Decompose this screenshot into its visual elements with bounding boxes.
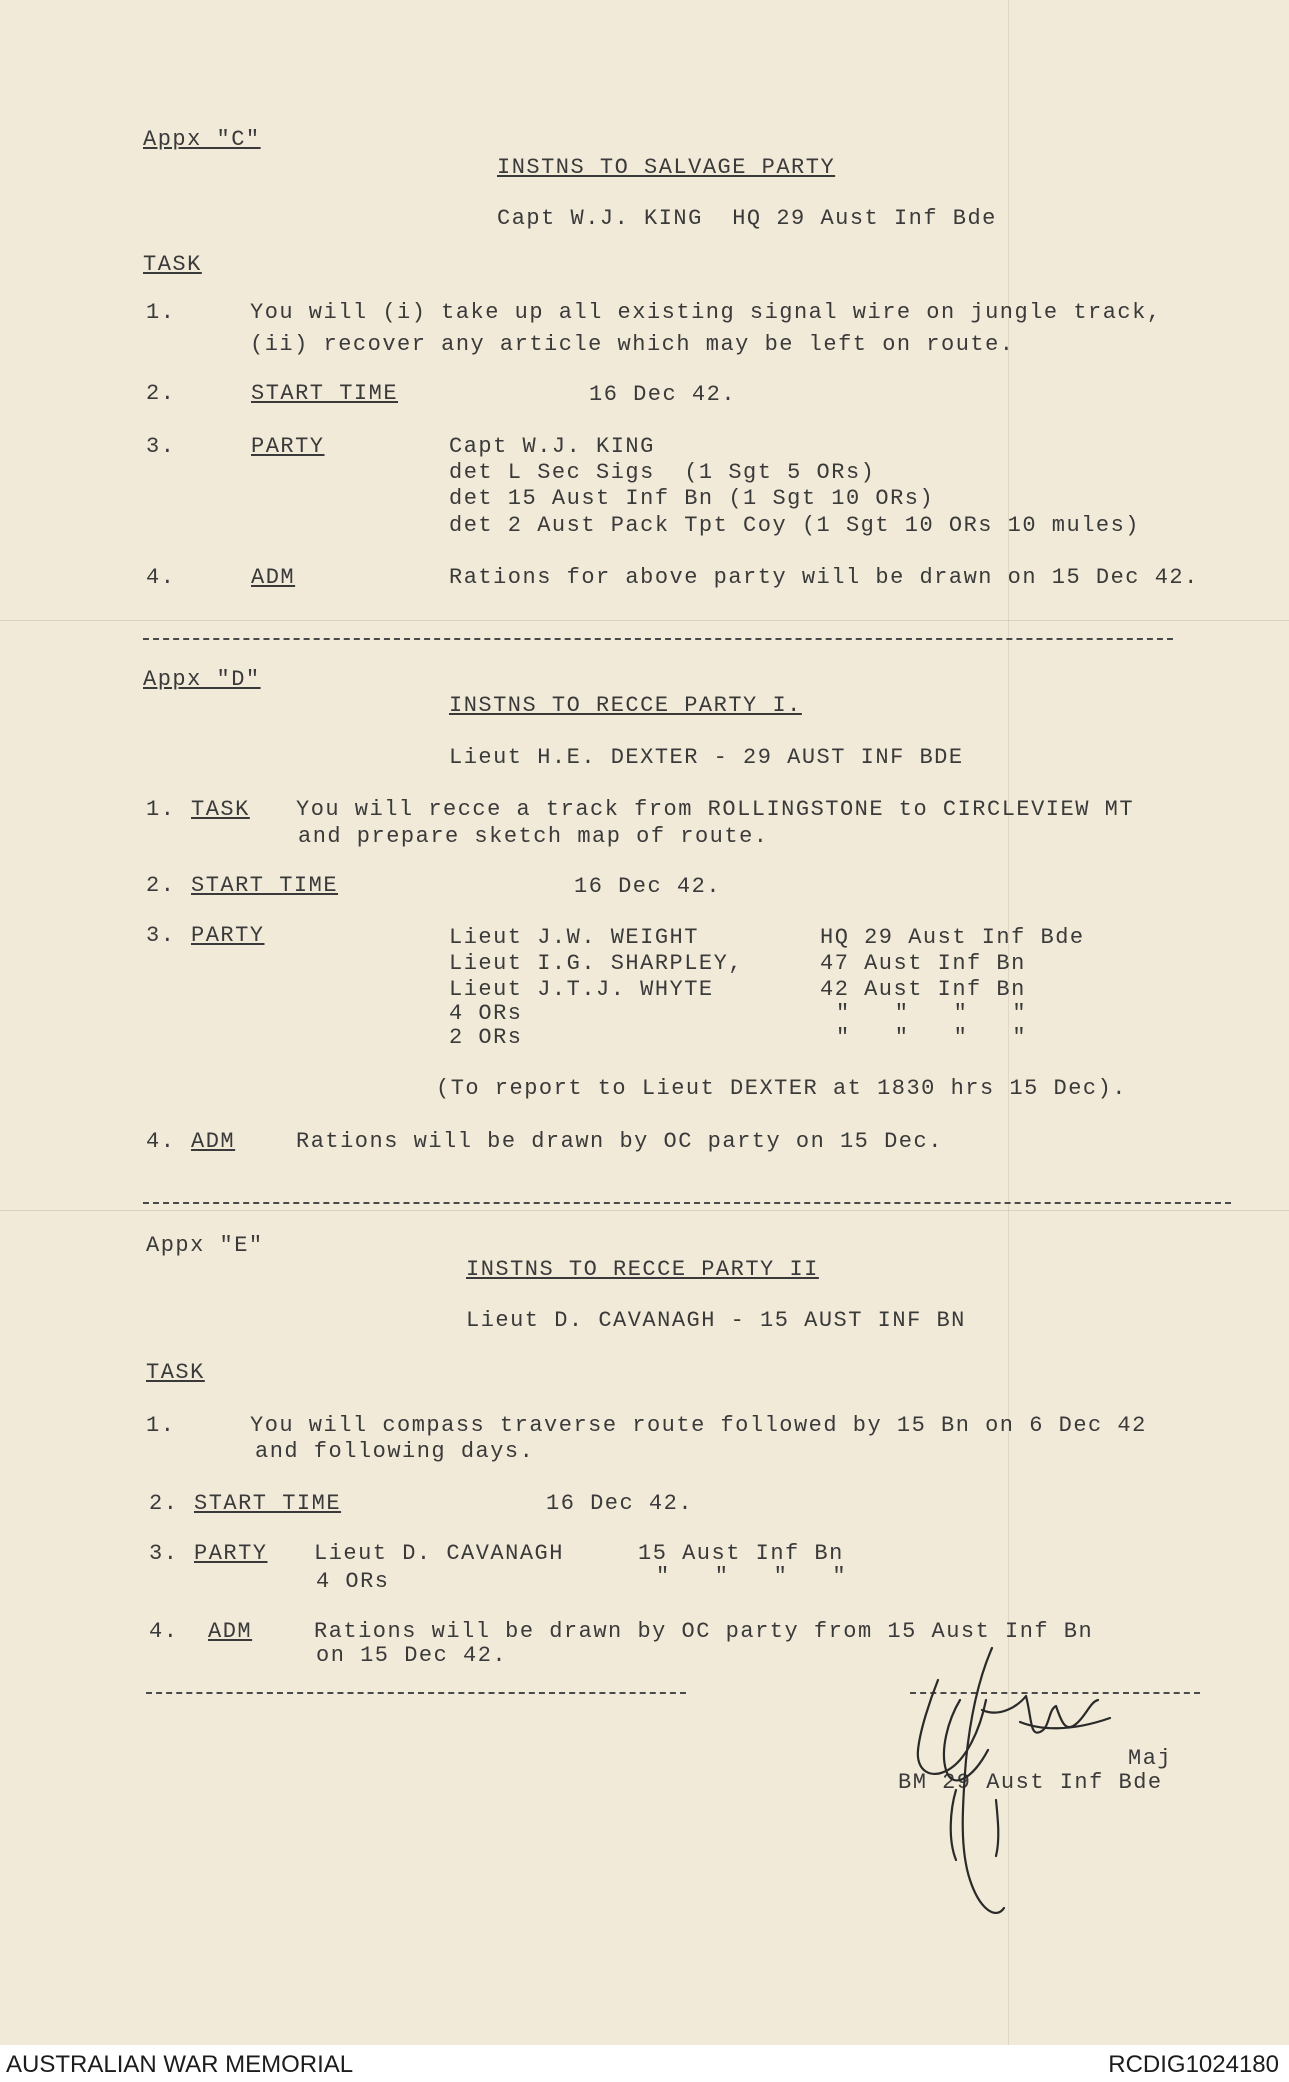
appx-e-party-name: 4 ORs: [316, 1569, 390, 1594]
fold-line: [0, 1210, 1289, 1211]
appx-e-heading: Appx "E": [146, 1233, 264, 1258]
appx-e-item2-num: 2.: [149, 1491, 179, 1516]
appx-e-item2-label: START TIME: [194, 1491, 342, 1516]
appx-d-party-name: Lieut I.G. SHARPLEY,: [449, 951, 744, 976]
appx-d-item1-num: 1.: [146, 797, 176, 822]
footer-record-id: RCDIG1024180: [1108, 2051, 1279, 2078]
appx-d-party-name: 2 ORs: [449, 1025, 523, 1050]
appx-e-item4-line1: Rations will be drawn by OC party from 15 Aust Inf Bn: [314, 1619, 1094, 1644]
appx-e-party-unit: " " " ": [656, 1564, 848, 1589]
signature-rank: Maj: [1128, 1746, 1173, 1771]
appx-d-item2-num: 2.: [146, 873, 176, 898]
appx-c-heading: Appx "C": [143, 127, 261, 152]
appx-c-item4-num: 4.: [146, 565, 176, 590]
appx-e-title: INSTNS TO RECCE PARTY II: [466, 1257, 819, 1282]
appx-c-item1-num: 1.: [146, 300, 176, 325]
appx-d-item1-line1: You will recce a track from ROLLINGSTONE to CIRCLEVIEW MT: [296, 797, 1135, 822]
appx-e-item1-line1: You will compass traverse route followed by 15 Bn on 6 Dec 42: [250, 1413, 1147, 1438]
appx-c-item1-line1: You will (i) take up all existing signal wire on jungle track,: [250, 300, 1162, 325]
footer-source: AUSTRALIAN WAR MEMORIAL: [6, 2051, 354, 2078]
appx-d-item4-label: ADM: [191, 1129, 236, 1154]
appx-e-item1-num: 1.: [146, 1413, 176, 1438]
appx-e-item3-label: PARTY: [194, 1541, 268, 1566]
appx-c-party-line: det L Sec Sigs (1 Sgt 5 ORs): [449, 460, 876, 485]
archive-footer: [0, 2045, 1289, 2082]
appx-c-title: INSTNS TO SALVAGE PARTY: [497, 155, 836, 180]
signature-stroke: [963, 1648, 1004, 1913]
appx-e-item2-value: 16 Dec 42.: [546, 1491, 694, 1516]
signature-stroke: [951, 1790, 956, 1860]
appx-d-heading: Appx "D": [143, 667, 261, 692]
appx-c-item2-value: 16 Dec 42.: [589, 382, 737, 407]
appx-e-party-unit: 15 Aust Inf Bn: [638, 1541, 844, 1566]
appx-d-item1-line2: and prepare sketch map of route.: [298, 824, 769, 849]
appx-d-title: INSTNS TO RECCE PARTY I.: [449, 693, 802, 718]
section-divider: [143, 638, 1173, 640]
appx-d-item3-num: 3.: [146, 923, 176, 948]
appx-c-party-line: det 2 Aust Pack Tpt Coy (1 Sgt 10 ORs 10 mules): [449, 513, 1141, 538]
appx-c-item2-label: START TIME: [251, 381, 399, 406]
appx-d-item2-label: START TIME: [191, 873, 339, 898]
appx-e-item3-num: 3.: [149, 1541, 179, 1566]
appx-c-item1-line2: (ii) recover any article which may be left on route.: [250, 332, 1015, 357]
appx-c-subtitle: Capt W.J. KING HQ 29 Aust Inf Bde: [497, 206, 997, 231]
appx-d-item4-num: 4.: [146, 1129, 176, 1154]
appx-d-item3-label: PARTY: [191, 923, 265, 948]
appx-e-item4-label: ADM: [208, 1619, 253, 1644]
appx-c-party-line: det 15 Aust Inf Bn (1 Sgt 10 ORs): [449, 486, 935, 511]
signature-appointment: BM 29 Aust Inf Bde: [898, 1770, 1163, 1795]
appx-d-report-note: (To report to Lieut DEXTER at 1830 hrs 15 Dec).: [436, 1076, 1128, 1101]
appx-d-party-name: Lieut J.T.J. WHYTE: [449, 977, 714, 1002]
appx-d-item4-value: Rations will be drawn by OC party on 15 Dec.: [296, 1129, 943, 1154]
appx-c-item3-num: 3.: [146, 434, 176, 459]
section-divider: [146, 1692, 686, 1694]
section-divider: [143, 1202, 1231, 1204]
appx-d-item2-value: 16 Dec 42.: [574, 874, 722, 899]
appx-e-task-label: TASK: [146, 1360, 205, 1385]
appx-d-party-unit: " " " ": [836, 1025, 1028, 1050]
appx-d-party-unit: 47 Aust Inf Bn: [820, 951, 1026, 976]
fold-line: [0, 620, 1289, 621]
appx-c-item4-label: ADM: [251, 565, 296, 590]
signature-stroke: [996, 1800, 998, 1856]
appx-e-subtitle: Lieut D. CAVANAGH - 15 AUST INF BN: [466, 1308, 966, 1333]
appx-c-item4-value: Rations for above party will be drawn on 15 Dec 42.: [449, 565, 1199, 590]
appx-c-task-label: TASK: [143, 252, 202, 277]
appx-d-item1-label: TASK: [191, 797, 250, 822]
appx-e-item4-line2: on 15 Dec 42.: [316, 1643, 508, 1668]
appx-c-item2-num: 2.: [146, 381, 176, 406]
handwritten-signature: [900, 1640, 1160, 1930]
appx-e-item1-line2: and following days.: [255, 1439, 535, 1464]
appx-c-item3-label: PARTY: [251, 434, 325, 459]
signature-stroke: [1020, 1718, 1110, 1728]
appx-d-party-name: 4 ORs: [449, 1001, 523, 1026]
appx-d-subtitle: Lieut H.E. DEXTER - 29 AUST INF BDE: [449, 745, 964, 770]
appx-e-item4-num: 4.: [149, 1619, 179, 1644]
appx-c-party-line: Capt W.J. KING: [449, 434, 655, 459]
appx-d-party-unit: 42 Aust Inf Bn: [820, 977, 1026, 1002]
appx-d-party-unit: HQ 29 Aust Inf Bde: [820, 925, 1085, 950]
appx-d-party-unit: " " " ": [836, 1001, 1028, 1026]
appx-d-party-name: Lieut J.W. WEIGHT: [449, 925, 699, 950]
appx-e-party-name: Lieut D. CAVANAGH: [314, 1541, 564, 1566]
